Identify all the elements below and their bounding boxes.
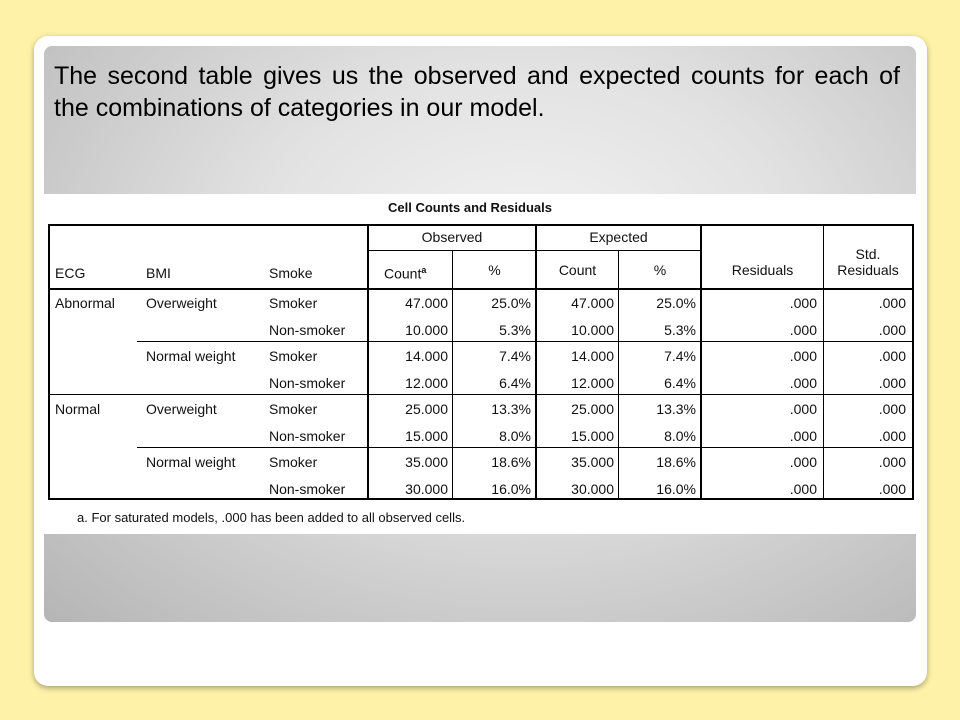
cell-obs-count: 15.000: [405, 427, 448, 444]
cell-obs-pct: 5.3%: [499, 321, 531, 338]
cell-residuals: .000: [789, 401, 817, 417]
cell-std-residuals: .000: [878, 321, 906, 338]
cell-std-residuals: .000: [878, 374, 906, 391]
group-underline: [367, 250, 701, 251]
row-group-line-1: [137, 341, 914, 342]
slide-heading: The second table gives us the observed and expected counts for each of the combinations of categories in our model.: [54, 62, 900, 122]
cell-obs-pct: 18.6%: [491, 454, 531, 470]
cell-residuals: .000: [789, 295, 817, 311]
vline-obs-pct: [452, 250, 453, 500]
cell-residuals: .000: [789, 427, 817, 444]
slide-panel: [44, 46, 916, 622]
row-group-line-3: [137, 447, 914, 448]
cell-smoke: Non-smoker: [269, 374, 346, 391]
cell-std-residuals: .000: [878, 480, 906, 497]
footnote-marker: a: [421, 265, 427, 275]
header-residuals: Residuals: [731, 262, 794, 278]
cell-smoke: Non-smoker: [269, 427, 346, 444]
cell-exp-count: 12.000: [571, 374, 614, 391]
cell-std-residuals: .000: [878, 295, 906, 311]
cell-obs-count: 10.000: [405, 321, 448, 338]
cell-std-residuals: .000: [878, 427, 906, 444]
cell-smoke: Smoker: [269, 401, 318, 417]
table-footnote: a. For saturated models, .000 has been added to all observed cells.: [77, 510, 466, 525]
cell-std-residuals: .000: [878, 454, 906, 470]
header-obs-pct: %: [488, 262, 501, 278]
cell-exp-pct: 5.3%: [664, 321, 696, 338]
vline-exp-pct: [618, 250, 619, 500]
cell-std-residuals: .000: [878, 348, 906, 364]
header-smoke: Smoke: [269, 265, 313, 281]
cell-exp-count: 14.000: [571, 348, 614, 364]
header-bottom-line: [48, 288, 914, 290]
cell-residuals: .000: [789, 374, 817, 391]
cell-ecg: Normal: [55, 401, 101, 417]
cell-smoke: Non-smoker: [269, 480, 346, 497]
header-obs-count: [384, 262, 426, 282]
cell-obs-count: 47.000: [405, 295, 448, 311]
cell-obs-count: 35.000: [405, 454, 448, 470]
cell-exp-count: 35.000: [571, 454, 614, 470]
cell-obs-pct: 16.0%: [491, 480, 531, 497]
header-bmi: BMI: [146, 265, 171, 281]
cell-smoke: Smoker: [269, 454, 318, 470]
header-ecg: ECG: [55, 265, 86, 281]
cell-obs-count: 14.000: [405, 348, 448, 364]
row-group-line-2: [48, 394, 914, 395]
cell-smoke: Smoker: [269, 348, 318, 364]
cell-exp-count: 10.000: [571, 321, 614, 338]
cell-exp-pct: 25.0%: [656, 295, 696, 311]
header-std-1: Std.: [855, 246, 881, 262]
cell-obs-pct: 25.0%: [491, 295, 531, 311]
cell-std-residuals: .000: [878, 401, 906, 417]
header-std-2: Residuals: [837, 262, 899, 278]
header-exp-count: Count: [558, 262, 597, 278]
cell-residuals: .000: [789, 348, 817, 364]
header-expected: Expected: [589, 229, 648, 245]
cell-exp-count: 47.000: [571, 295, 614, 311]
cell-obs-count: 30.000: [405, 480, 448, 497]
cell-obs-count: 12.000: [405, 374, 448, 391]
cell-bmi: Overweight: [146, 295, 217, 311]
cell-exp-count: 25.000: [571, 401, 614, 417]
header-exp-pct: %: [653, 262, 667, 278]
cell-bmi: Normal weight: [146, 454, 236, 470]
cell-exp-pct: 8.0%: [664, 427, 696, 444]
border-top: [48, 224, 914, 226]
cell-residuals: .000: [789, 321, 817, 338]
cell-exp-count: 30.000: [571, 480, 614, 497]
cell-exp-pct: 13.3%: [656, 401, 696, 417]
border-bottom: [48, 498, 914, 500]
cell-residuals: .000: [789, 480, 817, 497]
header-obs-count-text: Count: [384, 265, 422, 282]
cell-exp-pct: 16.0%: [656, 480, 696, 497]
border-left: [48, 224, 50, 500]
cell-smoke: Non-smoker: [269, 321, 346, 338]
cell-obs-pct: 8.0%: [499, 427, 531, 444]
cell-exp-count: 15.000: [571, 427, 614, 444]
cell-exp-pct: 7.4%: [664, 348, 696, 364]
cell-obs-pct: 6.4%: [499, 374, 531, 391]
cell-ecg: Abnormal: [55, 295, 115, 311]
cell-obs-pct: 7.4%: [499, 348, 531, 364]
header-observed: Observed: [421, 229, 483, 245]
border-right: [912, 224, 914, 500]
table-title: Cell Counts and Residuals: [388, 200, 552, 215]
cell-counts-table: [44, 194, 916, 534]
cell-bmi: Normal weight: [146, 348, 236, 364]
cell-bmi: Overweight: [146, 401, 217, 417]
cell-smoke: Smoker: [269, 295, 318, 311]
table-grid: [48, 224, 914, 500]
cell-residuals: .000: [789, 454, 817, 470]
cell-exp-pct: 18.6%: [656, 454, 696, 470]
cell-exp-pct: 6.4%: [664, 374, 696, 391]
cell-obs-count: 25.000: [405, 401, 448, 417]
cell-obs-pct: 13.3%: [491, 401, 531, 417]
